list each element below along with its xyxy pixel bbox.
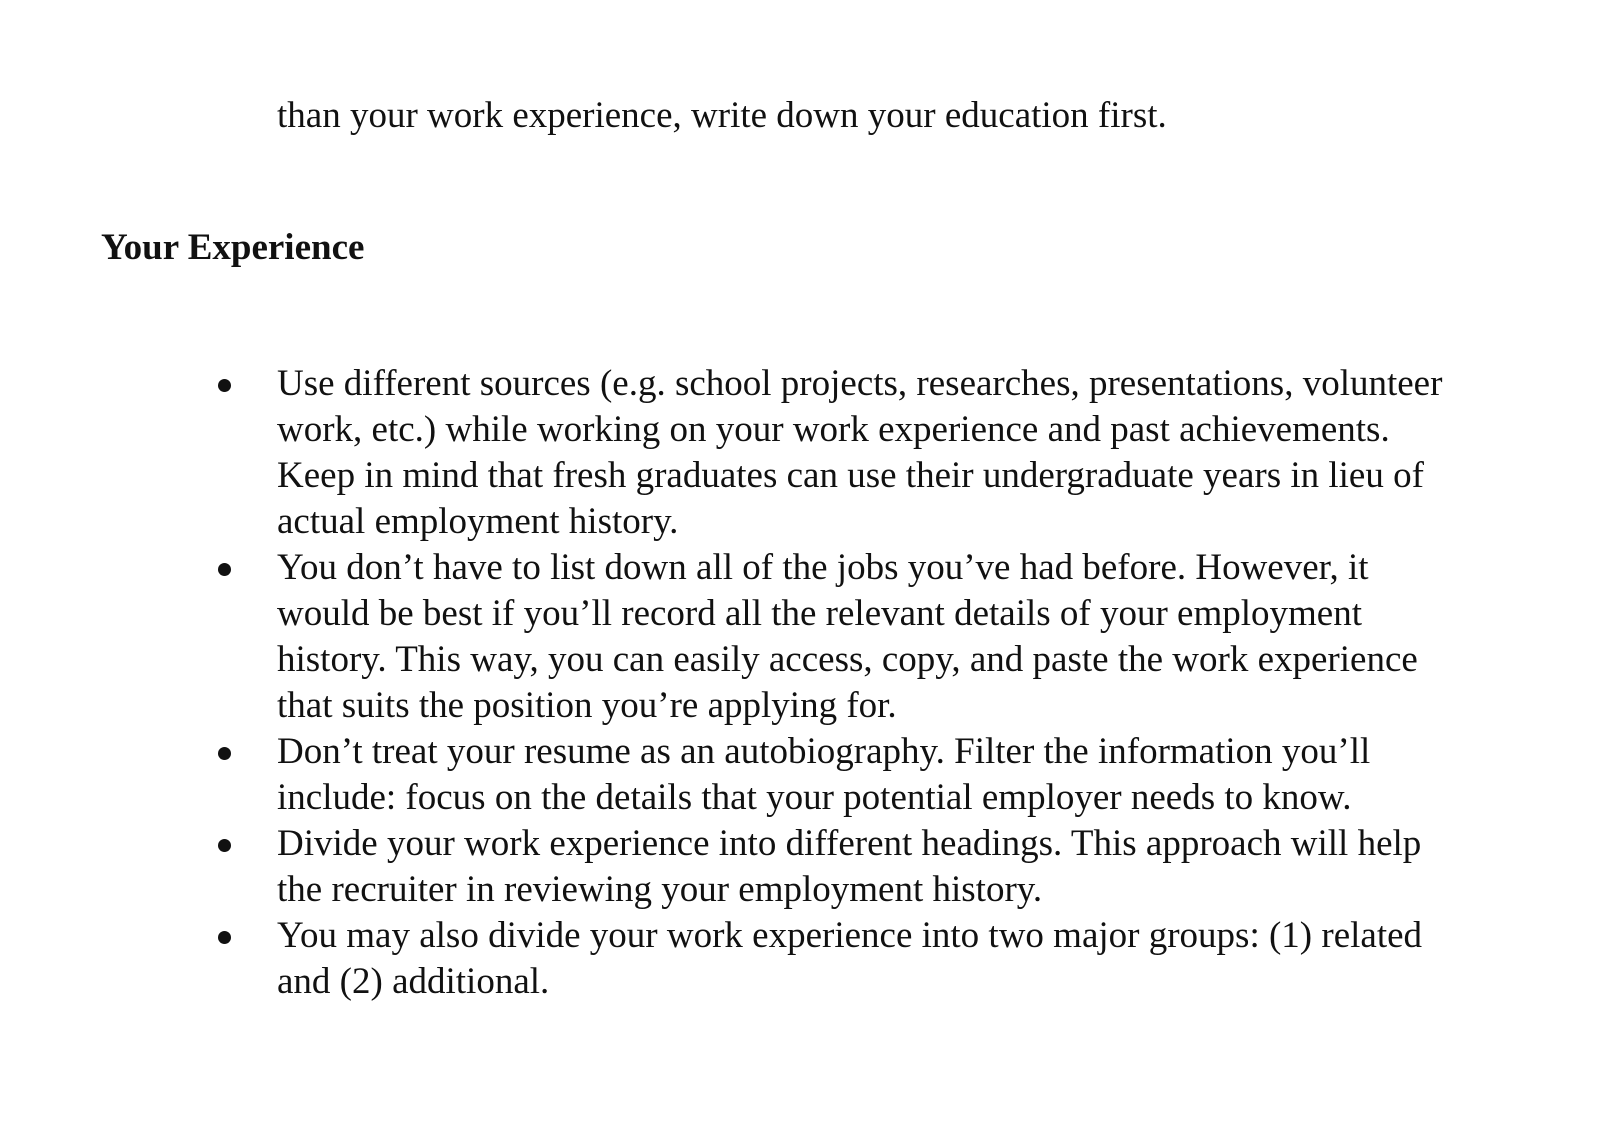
bullet-dot-icon: [218, 379, 231, 392]
experience-bullet-list: [0, 361, 1599, 1005]
bullet-line: You may also divide your work experience into two major groups: (1) related: [277, 915, 1423, 956]
bullet-dot-icon: [218, 563, 231, 576]
bullet-line: that suits the position you’re applying for.: [277, 685, 897, 726]
bullet-item: [0, 729, 1537, 821]
bullet-line: include: focus on the details that your potential employer needs to know.: [277, 777, 1352, 818]
bullet-line: would be best if you’ll record all the relevant details of your employment: [277, 593, 1363, 634]
bullet-line: You don’t have to list down all of the jobs you’ve had before. However, it: [277, 547, 1369, 588]
bullet-item: [0, 545, 1537, 729]
bullet-line: Don’t treat your resume as an autobiography. Filter the information you’ll: [277, 731, 1371, 772]
bullet-dot-icon: [218, 839, 231, 852]
bullet-line: the recruiter in reviewing your employment history.: [277, 869, 1043, 910]
bullet-item: [0, 821, 1537, 913]
bullet-line: and (2) additional.: [277, 961, 550, 1002]
bullet-dot-icon: [218, 931, 231, 944]
bullet-line: Divide your work experience into different headings. This approach will help: [277, 823, 1422, 864]
bullet-line: Use different sources (e.g. school projects, researches, presentations, volunteer: [277, 363, 1443, 404]
bullet-line: history. This way, you can easily access, copy, and paste the work experience: [277, 639, 1418, 680]
bullet-item: [0, 913, 1537, 1005]
bullet-line: work, etc.) while working on your work experience and past achievements.: [277, 409, 1390, 450]
bullet-line: Keep in mind that fresh graduates can use their undergraduate years in lieu of: [277, 455, 1424, 496]
bullet-item: [0, 361, 1537, 545]
section-heading-your-experience: Your Experience: [101, 227, 365, 268]
continuation-text: than your work experience, write down your education first.: [277, 95, 1167, 136]
bullet-dot-icon: [218, 747, 231, 760]
bullet-line: actual employment history.: [277, 501, 679, 542]
